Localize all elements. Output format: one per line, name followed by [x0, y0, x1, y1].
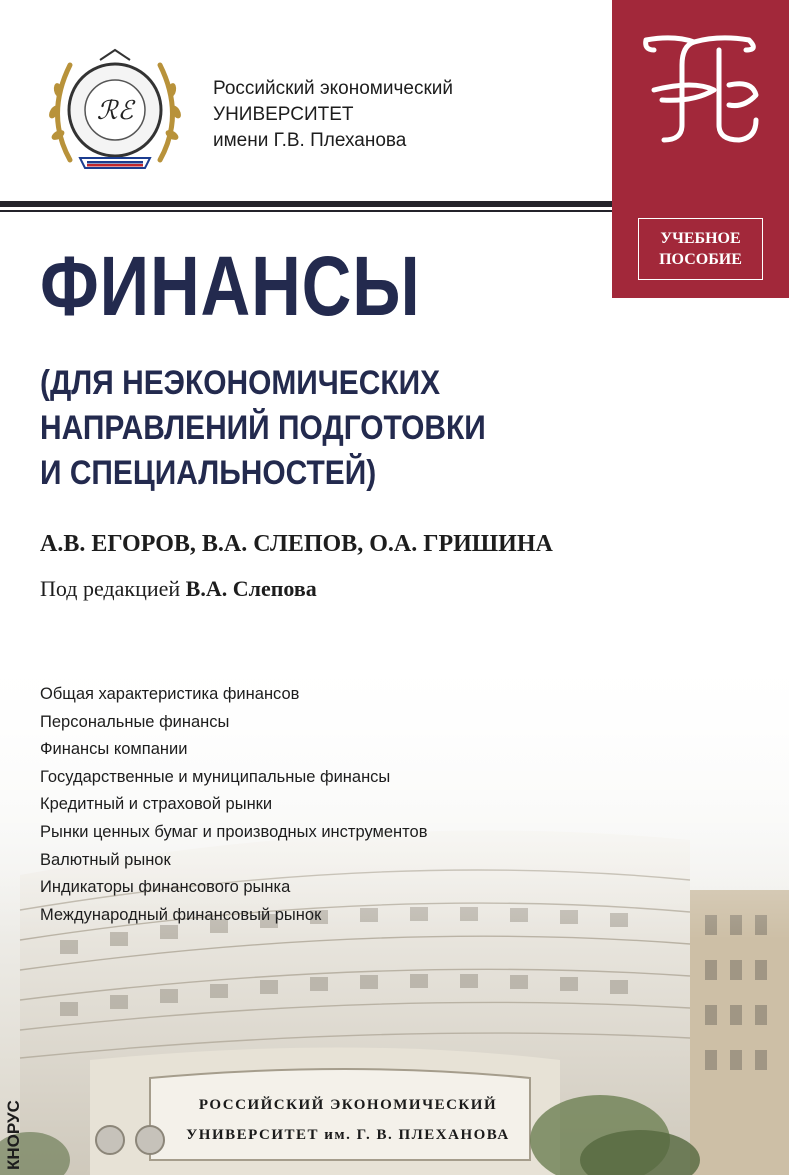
subtitle-line-3: И СПЕЦИАЛЬНОСТЕЙ)	[40, 454, 377, 492]
badge-line-1: УЧЕБНОЕ	[660, 230, 741, 247]
publisher-name: КНОРУС	[4, 1100, 23, 1170]
editor-prefix: Под редакцией	[40, 576, 186, 601]
book-title: ФИНАНСЫ	[40, 239, 421, 333]
facade-sign-line-2: УНИВЕРСИТЕТ им. Г. В. ПЛЕХАНОВА	[186, 1127, 510, 1143]
contents-item: Общая характеристика финансов	[40, 685, 300, 703]
building-facade-sign	[168, 1090, 528, 1150]
university-name-line-2: УНИВЕРСИТЕТ	[213, 104, 354, 125]
book-editor	[40, 576, 317, 602]
svg-text:ℛℰ: ℛℰ	[96, 96, 134, 125]
contents-list	[40, 681, 427, 929]
contents-item: Персональные финансы	[40, 712, 230, 731]
subtitle-line-2: НАПРАВЛЕНИЙ ПОДГОТОВКИ	[40, 409, 486, 447]
series-label	[612, 0, 789, 298]
editor-name: В.А. Слепова	[185, 576, 317, 601]
contents-item: Рынки ценных бумаг и производных инструментов	[40, 822, 428, 841]
contents-item: Финансы компании	[40, 740, 188, 759]
contents-item: Государственные и муниципальные финансы	[40, 767, 391, 786]
facade-sign-line-1: РОССИЙСКИЙ ЭКОНОМИЧЕСКИЙ	[198, 1097, 498, 1113]
contents-item: Валютный рынок	[40, 850, 171, 869]
book-authors: А.В. ЕГОРОВ, В.А. СЛЕПОВ, О.А. ГРИШИНА	[40, 531, 553, 557]
university-name-line-1: Российский экономический	[213, 78, 453, 99]
university-name	[213, 76, 453, 154]
university-monogram-icon	[634, 30, 769, 150]
contents-item: Кредитный и страховой рынки	[40, 795, 273, 814]
university-name-line-3: имени Г.В. Плеханова	[213, 130, 407, 151]
subtitle-line-1: (ДЛЯ НЕЭКОНОМИЧЕСКИХ	[40, 364, 441, 402]
book-subtitle	[40, 361, 486, 496]
study-guide-badge	[638, 218, 763, 280]
contents-item: Международный финансовый рынок	[40, 905, 322, 924]
contents-item: Индикаторы финансового рынка	[40, 878, 291, 897]
university-seal-icon	[40, 40, 190, 180]
badge-line-2: ПОСОБИЕ	[659, 251, 742, 268]
